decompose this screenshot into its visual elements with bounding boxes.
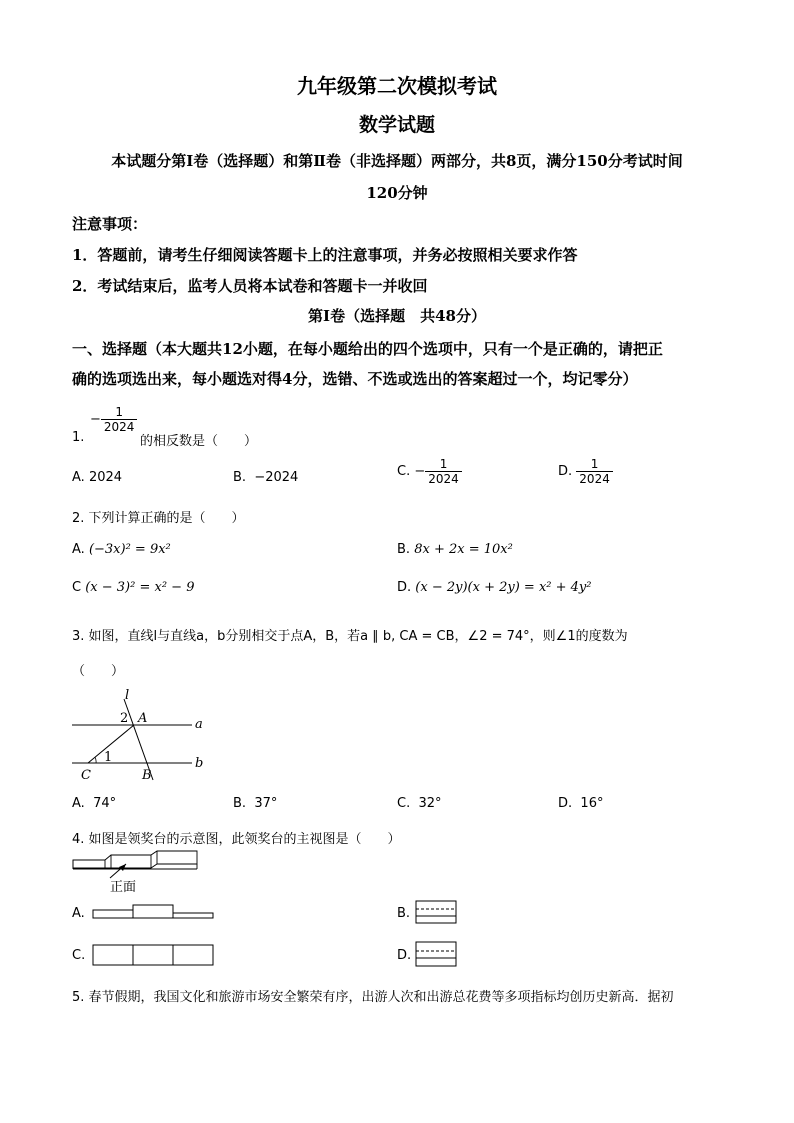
label-line-a: a: [195, 717, 203, 732]
q3-option-d[interactable]: [558, 796, 603, 811]
notes-heading: 注意事项：: [72, 215, 148, 233]
q2-d-value: (x − 2y)(x + 2y) = x² + 4y²: [415, 580, 592, 595]
subject-title: 数学试题: [358, 114, 435, 136]
angle-1-arc: [95, 757, 96, 763]
q4-b-drawing: [415, 900, 459, 926]
q1-number: 1.: [72, 430, 85, 445]
q3-c-label: C.: [397, 796, 411, 811]
q1-option-a[interactable]: [72, 470, 122, 485]
intro-line-2: 120分钟: [366, 184, 428, 202]
q1-a-value: 2024: [88, 470, 123, 485]
question-4-text: 4. 如图是领奖台的示意图，此领奖台的主视图是（ ）: [72, 832, 401, 847]
q3-option-a[interactable]: [72, 796, 116, 811]
q1-c-den: 2024: [425, 471, 462, 486]
q2-a-label: A.: [72, 542, 85, 557]
note-2: 2．考试结束后，监考人员将本试卷和答题卡一并收回: [72, 277, 428, 295]
q2-d-label: D.: [397, 580, 412, 595]
label-line-b: b: [195, 756, 204, 771]
q4-option-c[interactable]: [72, 948, 85, 963]
q4-a-label: A.: [72, 906, 85, 921]
exam-title: 九年级第二次模拟考试: [297, 74, 497, 98]
label-angle-2: 2: [120, 711, 129, 726]
note-1: 1．答题前，请考生仔细阅读答题卡上的注意事项，并务必按照相关要求作答: [72, 246, 578, 264]
q3-figure: [68, 685, 218, 785]
arrow-head-icon: [119, 864, 126, 871]
q1-option-d[interactable]: [558, 457, 613, 486]
q1-option-c[interactable]: [397, 457, 462, 486]
q3-b-value: 37°: [254, 796, 278, 811]
q3-d-value: 16°: [580, 796, 604, 811]
q1-b-value: −2024: [254, 470, 299, 485]
label-l: l: [125, 688, 130, 703]
label-point-c: C: [81, 768, 91, 783]
section1-line-1: 一、选择题（本大题共12小题，在每小题给出的四个选项中，只有一个是正确的，请把正: [72, 340, 663, 358]
q4-option-a[interactable]: [72, 906, 85, 921]
label-point-b: B: [142, 768, 152, 783]
q4-a-drawing: [92, 904, 216, 920]
q2-option-b[interactable]: [397, 542, 513, 557]
q3-option-c[interactable]: [397, 796, 442, 811]
q1-frac-num: 1: [115, 405, 123, 419]
q2-option-c[interactable]: [72, 580, 194, 595]
q4-option-d[interactable]: [397, 948, 411, 963]
q2-c-label: C: [72, 580, 82, 595]
q4-d-drawing: [415, 941, 459, 968]
q2-c-value: (x − 3)² = x² − 9: [85, 580, 195, 595]
q1-c-label: C.: [397, 464, 411, 479]
q1-c-num: 1: [439, 457, 448, 471]
q3-a-label: A.: [72, 796, 85, 811]
intro-line-1: 本试题分第Ⅰ卷（选择题）和第Ⅱ卷（非选择题）两部分，共8页，满分150分考试时间: [111, 152, 683, 170]
q3-b-label: B.: [233, 796, 247, 811]
q4-c-drawing: [92, 944, 216, 966]
q2-option-d[interactable]: [397, 580, 591, 595]
q1-frac-sign: −: [90, 412, 101, 427]
q1-d-fraction: [576, 457, 613, 486]
part1-heading: 第Ⅰ卷（选择题 共48分）: [308, 307, 486, 325]
q1-text: 的相反数是（ ）: [140, 434, 258, 449]
question-3-paren: （ ）: [72, 664, 125, 679]
q1-option-b[interactable]: [233, 470, 298, 485]
q1-fraction: [101, 405, 138, 434]
section1-line-2: 确的选项选出来，每小题选对得4分，选错、不选或选出的答案超过一个，均记零分）: [72, 370, 638, 388]
question-3-text: 3. 如图，直线l与直线a，b分别相交于点A，B，若a ∥ b, CA = CB，∠2 = 74°，则∠1的度数为: [72, 629, 628, 644]
q2-b-label: B.: [397, 542, 411, 557]
front-label: 正面: [110, 880, 137, 895]
q1-frac-den: 2024: [101, 419, 138, 434]
q3-option-b[interactable]: [233, 796, 277, 811]
q3-d-label: D.: [558, 796, 573, 811]
label-angle-1: 1: [104, 750, 113, 765]
q3-c-value: 32°: [418, 796, 442, 811]
q2-b-value: 8x + 2x = 10x²: [414, 542, 513, 557]
q2-option-a[interactable]: [72, 542, 171, 557]
q4-option-b[interactable]: [397, 906, 410, 921]
q4-d-label: D.: [397, 948, 412, 963]
q1-a-label: A.: [72, 470, 85, 485]
q1-d-label: D.: [558, 464, 573, 479]
q1-c-sign: −: [414, 464, 426, 479]
q1-d-num: 1: [590, 457, 599, 471]
label-point-a: A: [138, 711, 148, 726]
q3-a-value: 74°: [93, 796, 117, 811]
q4-b-label: B.: [397, 906, 411, 921]
q1-d-den: 2024: [576, 471, 613, 486]
q1-c-fraction: [425, 457, 462, 486]
q1-b-label: B.: [233, 470, 247, 485]
question-5-text: 5. 春节假期，我国文化和旅游市场安全繁荣有序，出游人次和出游总花费等多项指标均创历史新高．据初: [72, 990, 674, 1005]
q2-a-value: (−3x)² = 9x²: [88, 542, 171, 557]
q4-c-label: C.: [72, 948, 86, 963]
question-2-text: 2. 下列计算正确的是（ ）: [72, 511, 245, 526]
